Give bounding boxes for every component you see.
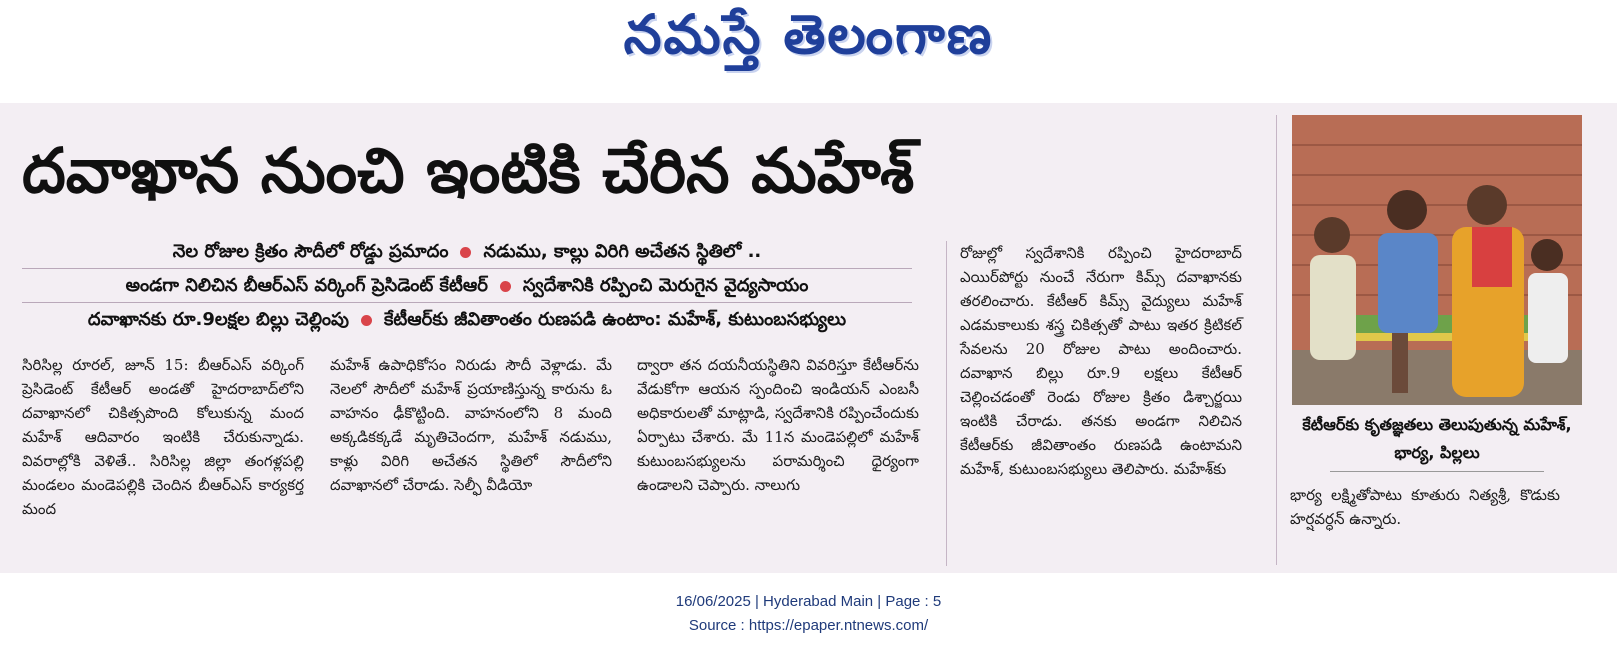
masthead (0, 0, 1617, 100)
body-text: ద్వారా తన దయనీయస్థితిని వివరిస్తూ కేటీఆర్‌ను వేడుకోగా ఆయన స్పందించి ఇండియన్ ఎంబసీ అధికారులతో మాట్లాడి, స్వదేశానికి రప్పించేందుకు ఏర్పాటు చేశారు. మే 11న మండెపల్లిలో మహేశ్ కుటుంబసభ్యులను పరామర్శించి ధైర్యంగా ఉండాలని చెప్పారు. నాలుగు (637, 356, 919, 494)
column-divider (1276, 115, 1277, 565)
body-column-2 (330, 353, 612, 497)
caption-divider (1330, 471, 1544, 472)
bullet-dot-icon (460, 247, 471, 258)
deck-item: నెల రోజుల క్రితం సౌదీలో రోడ్డు ప్రమాదం (172, 241, 449, 262)
deck-row (22, 269, 912, 303)
deck-item: స్వదేశానికి రప్పించి మెరుగైన వైద్యసాయం (522, 275, 809, 296)
article-panel (0, 103, 1617, 573)
edition-info: 16/06/2025 | Hyderabad Main | Page : 5 (675, 593, 942, 610)
source-link[interactable]: Source : https://epaper.ntnews.com/ (688, 617, 929, 634)
headline: దవాఖాన నుంచి ఇంటికి చేరిన మహేశ్ (22, 134, 915, 207)
newspaper-logo: నమస్తే తెలంగాణ (623, 2, 994, 66)
deck-item: కేటీఆర్‌కు జీవితాంతం రుణపడి ఉంటాం: మహేశ్, కుటుంబసభ్యులు (384, 309, 847, 330)
body-text: భార్య లక్ష్మితోపాటు కూతురు నిత్యశ్రీ, కొడుకు హర్షవర్ధన్ ఉన్నారు. (1290, 486, 1560, 528)
bullet-dot-icon (500, 281, 511, 292)
body-column-4 (960, 241, 1242, 481)
deck-item: నడుము, కాల్లు విరిగి అచేతన స్థితిలో .. (483, 241, 762, 262)
body-column-5 (1290, 483, 1560, 531)
news-photo (1292, 115, 1582, 405)
body-text: రోజుల్లో స్వదేశానికి రప్పించి హైదరాబాద్ ఎయిర్‌పోర్టు నుంచే నేరుగా కిమ్స్ దవాఖానకు తరలించారు. కేటీఆర్ కిమ్స్ వైద్యులు మహేశ్ ఎడమకాలుకు శస్త్ర చికిత్సతో పాటు ఇతర క్రిటికల్ సేవలను 20 రోజుల పాటు అందించారు. దవాఖాన బిల్లు రూ.9 లక్షలు కేటీఆర్ చెల్లించడంతో రెండు రోజుల క్రితం డిశ్చార్జయి ఇంటికి చేరాడు. తనకు అండగా నిలిచిన కేటీఆర్‌కు జీవితాంతం రుణపడి ఉంటామని మహేశ్, కుటుంబసభ్యులు తెలిపారు. మహేశ్‌కు (960, 244, 1242, 478)
column-divider (946, 241, 947, 566)
deck-row (22, 303, 912, 336)
photo-caption: కేటీఆర్‌కు కృతజ్ఞతలు తెలుపుతున్న మహేశ్, భార్య, పిల్లలు (1302, 415, 1572, 462)
sub-headlines (22, 235, 912, 336)
deck-row (22, 235, 912, 269)
footer (0, 590, 1617, 638)
deck-item: అండగా నిలిచిన బీఆర్ఎస్ వర్కింగ్ ప్రెసిడెంట్ కేటీఆర్ (125, 275, 488, 296)
body-text: మహేశ్ ఉపాధికోసం నిరుడు సౌదీ వెళ్లాడు. మే నెలలో సౌదీలో మహేశ్ ప్రయాణిస్తున్న కారును ఓ వాహనం ఢీకొట్టింది. వాహనంలోని 8 మంది అక్కడికక్కడే మృతిచెందగా, మహేశ్ నడుము, కాళ్లు విరిగి అచేతన స్థితిలో సౌదీలోని దవాఖానలో చేరాడు. సెల్ఫీ వీడియో (330, 356, 612, 494)
bullet-dot-icon (361, 315, 372, 326)
body-column-1 (22, 353, 304, 521)
deck-item: దవాఖానకు రూ.9లక్షల బిల్లు చెల్లింపు (87, 309, 349, 330)
body-text: సిరిసిల్ల రూరల్, జూన్ 15: బీఆర్ఎస్ వర్కింగ్ ప్రెసిడెంట్ కేటీఆర్ అండతో హైదరాబాద్‌లోని దవాఖానలో చికిత్సపొంది కోలుకున్న మంద మహేశ్ ఆదివారం ఇంటికి చేరుకున్నాడు. వివరాల్లోకి వెళితే.. సిరిసిల్ల జిల్లా తంగళ్లపల్లి మండలం మండెపల్లికి చెందిన బీఆర్ఎస్ కార్యకర్త మంద (22, 356, 304, 518)
body-column-3 (637, 353, 919, 497)
